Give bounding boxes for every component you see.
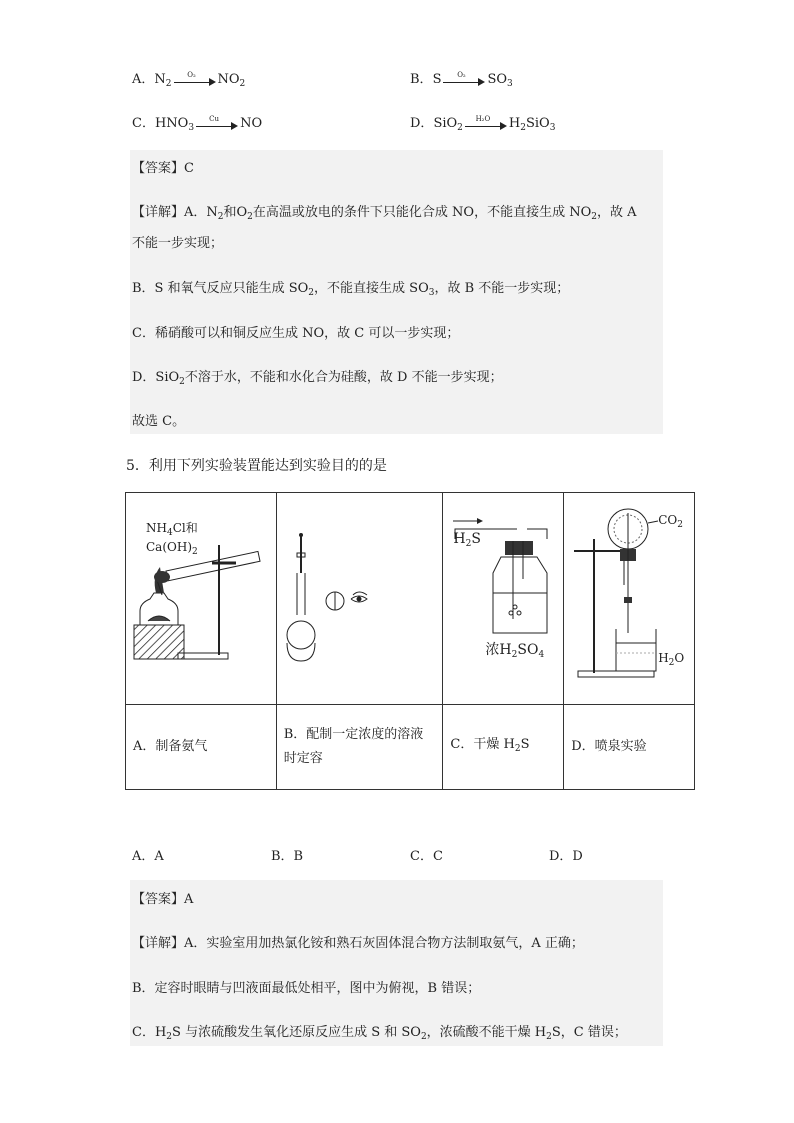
subscript: 2 bbox=[239, 79, 246, 89]
explain-line-1 bbox=[132, 201, 637, 222]
explain-line-2: 不能一步实现； bbox=[132, 236, 224, 251]
gas-washing-bottle-drawing bbox=[443, 493, 563, 705]
text: O bbox=[674, 651, 685, 665]
ammonia-apparatus-drawing bbox=[126, 493, 276, 705]
text: S bbox=[471, 531, 481, 547]
subscript: 2 bbox=[247, 212, 253, 222]
reaction-arrow bbox=[443, 70, 485, 86]
reactant: S bbox=[432, 72, 442, 87]
cell-b bbox=[276, 705, 443, 790]
option-letter: A． bbox=[132, 72, 155, 87]
subscript: 4 bbox=[166, 528, 173, 538]
text: S bbox=[520, 737, 530, 752]
question-5-stem: 5．利用下列实验装置能达到实验目的的是 bbox=[126, 458, 387, 474]
text: 浓H bbox=[485, 642, 512, 658]
reactant: HNO bbox=[154, 116, 189, 131]
text: 和O bbox=[223, 205, 248, 220]
option-letter: B． bbox=[410, 72, 433, 87]
choice-c: C．C bbox=[410, 849, 443, 864]
reagent: O₂ bbox=[457, 70, 466, 79]
answer-q5: 【答案】A bbox=[132, 892, 194, 907]
subscript: 2 bbox=[420, 1032, 427, 1042]
text: CO bbox=[658, 513, 678, 527]
subscript: 2 bbox=[192, 547, 198, 557]
option-c bbox=[132, 112, 262, 133]
subscript: 2 bbox=[511, 650, 518, 660]
text: S，C 错误； bbox=[551, 1025, 627, 1040]
explain-line-3 bbox=[132, 277, 569, 298]
reagent: O₂ bbox=[187, 70, 196, 79]
product: SiO bbox=[525, 116, 550, 131]
reactant: SiO bbox=[433, 116, 458, 131]
text: NH bbox=[146, 521, 167, 535]
text: C．干燥 H bbox=[450, 737, 515, 752]
subscript: 2 bbox=[308, 288, 315, 298]
subscript: 2 bbox=[668, 658, 675, 668]
volumetric-flask-drawing bbox=[277, 493, 443, 705]
text: 在高温或放电的条件下只能化合成 NO，不能直接生成 NO bbox=[252, 205, 592, 220]
cell-d bbox=[564, 705, 695, 790]
apparatus-table bbox=[125, 492, 695, 790]
reagent: H₂O bbox=[475, 114, 491, 123]
text: H bbox=[658, 651, 669, 665]
subscript: 2 bbox=[217, 212, 224, 222]
product: NO bbox=[240, 116, 263, 131]
reaction-arrow bbox=[465, 114, 507, 130]
text: H bbox=[453, 531, 466, 547]
product: SO bbox=[487, 72, 508, 87]
subscript: 3 bbox=[507, 79, 513, 89]
subscript: 2 bbox=[520, 123, 526, 133]
explain-line-5 bbox=[132, 366, 503, 387]
figure-c-gas-washing bbox=[443, 493, 564, 705]
subscript: 4 bbox=[538, 650, 545, 660]
explain-line-6: 故选 C。 bbox=[132, 414, 186, 429]
figure-b-volumetric-flask bbox=[276, 493, 443, 705]
subscript: 2 bbox=[179, 377, 185, 387]
option-b bbox=[410, 68, 513, 89]
text: S 与浓硫酸发生氧化还原反应生成 S 和 SO bbox=[172, 1025, 421, 1040]
text: D．喷泉实验 bbox=[571, 739, 647, 754]
text: D．SiO bbox=[132, 370, 180, 385]
figure-a-ammonia bbox=[126, 493, 277, 705]
explain5-line-3 bbox=[132, 1021, 627, 1042]
subscript: 3 bbox=[428, 288, 435, 298]
text: ，浓硫酸不能干燥 H bbox=[426, 1025, 547, 1040]
reactant: N bbox=[154, 72, 166, 87]
choice-a: A．A bbox=[132, 849, 164, 864]
explain5-line-1: 【详解】A．实验室用加热氯化铵和熟石灰固体混合物方法制取氨气，A 正确； bbox=[132, 936, 584, 951]
subscript: 2 bbox=[677, 520, 683, 530]
subscript: 2 bbox=[166, 1032, 173, 1042]
reaction-arrow bbox=[196, 114, 238, 130]
answer-q4: 【答案】C bbox=[132, 161, 194, 176]
choice-d: D．D bbox=[549, 849, 583, 864]
text: ，故 B 不能一步实现； bbox=[434, 281, 570, 296]
cell-c bbox=[443, 705, 564, 790]
subscript: 3 bbox=[549, 123, 556, 133]
figure-d-fountain bbox=[564, 493, 695, 705]
subscript: 2 bbox=[457, 123, 463, 133]
text: B．配制一定浓度的溶液 bbox=[283, 727, 424, 742]
text: 不溶于水，不能和水化合为硅酸，故 D 不能一步实现； bbox=[184, 370, 503, 385]
subscript: 3 bbox=[188, 123, 195, 133]
text: B．S 和氧气反应只能生成 SO bbox=[132, 281, 309, 296]
text: Ca(OH) bbox=[146, 540, 193, 554]
text: ，不能直接生成 SO bbox=[314, 281, 429, 296]
text: Cl和 bbox=[172, 521, 198, 535]
text: ，故 A bbox=[596, 205, 637, 220]
subscript: 2 bbox=[465, 539, 472, 549]
product: NO bbox=[217, 72, 240, 87]
option-letter: C． bbox=[132, 116, 155, 131]
reagent: Cu bbox=[209, 114, 219, 123]
text: C．H bbox=[132, 1025, 167, 1040]
explain-line-4: C．稀硝酸可以和铜反应生成 NO，故 C 可以一步实现； bbox=[132, 326, 460, 341]
text: SO bbox=[517, 642, 539, 658]
option-d bbox=[410, 112, 555, 133]
text: 【详解】A．N bbox=[132, 205, 218, 220]
reaction-arrow bbox=[174, 70, 216, 86]
fountain-apparatus-drawing bbox=[564, 493, 694, 705]
explain5-line-2: B．定容时眼睛与凹液面最低处相平，图中为俯视，B 错误； bbox=[132, 981, 481, 996]
product: H bbox=[508, 116, 521, 131]
cell-a bbox=[126, 705, 277, 790]
text: 时定容 bbox=[283, 751, 323, 766]
subscript: 2 bbox=[546, 1032, 552, 1042]
subscript: 2 bbox=[591, 212, 597, 222]
subscript: 2 bbox=[514, 744, 521, 754]
option-a bbox=[132, 68, 245, 89]
subscript: 2 bbox=[165, 79, 172, 89]
choice-b: B．B bbox=[271, 849, 304, 864]
text: A．制备氨气 bbox=[133, 739, 208, 754]
option-letter: D． bbox=[410, 116, 434, 131]
